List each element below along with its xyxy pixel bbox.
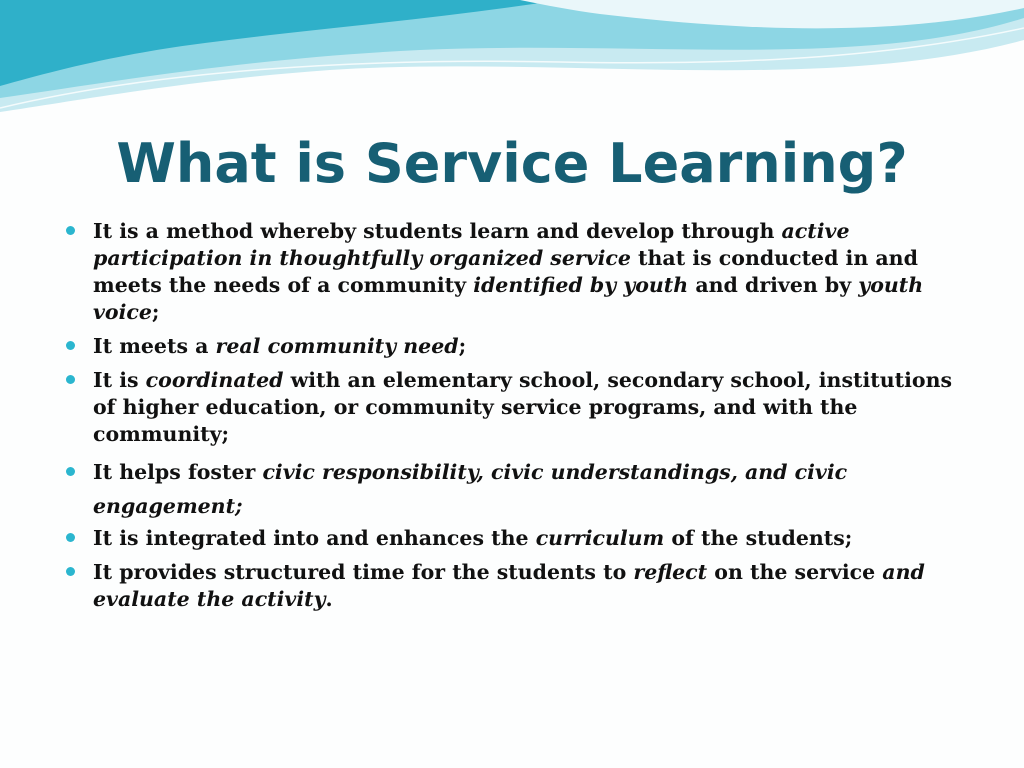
bullet-text-run: with an elementary school, secondary school, institutions of higher education, or community service programs, and with the community; <box>93 368 953 446</box>
bullet-item-civic <box>60 455 980 523</box>
bullet-text <box>93 334 466 358</box>
bullet-text <box>93 368 952 446</box>
bullet-item-community-need <box>60 333 980 360</box>
bullet-text-run: It meets a <box>93 334 216 358</box>
bullet-text-run: . <box>325 587 333 611</box>
bullet-text <box>93 219 923 324</box>
bullet-dot-icon <box>66 341 75 350</box>
bullet-text-emphasis: reflect <box>633 560 708 584</box>
bullet-dot-icon <box>66 567 75 576</box>
slide-title: What is Service Learning? <box>116 132 908 195</box>
bullet-text-emphasis: and evaluate the activity <box>93 560 925 611</box>
bullet-text-run: ; <box>458 334 467 358</box>
bullet-text-emphasis: coordinated <box>145 368 284 392</box>
bullet-text-run: It is integrated into and enhances the <box>93 526 536 550</box>
bullet-dot-icon <box>66 226 75 235</box>
wave-header-decoration <box>0 0 1024 130</box>
bullet-text-run: It is a method whereby students learn and develop through <box>93 219 782 243</box>
bullet-text-run: of the students; <box>664 526 853 550</box>
bullet-text-run: It provides structured time for the students to <box>93 560 634 584</box>
bullet-text-run: on the service <box>707 560 883 584</box>
bullet-dot-icon <box>66 467 75 476</box>
bullet-text-run: It is <box>93 368 146 392</box>
bullet-item-reflect <box>60 559 980 613</box>
bullet-text-emphasis: identified by youth <box>473 273 689 297</box>
bullet-text <box>93 460 847 518</box>
bullet-text-emphasis: curriculum <box>535 526 665 550</box>
bullet-text-emphasis: youth voice <box>93 273 924 324</box>
bullet-text-run: that is conducted in and meets the needs of a community <box>93 246 918 297</box>
bullet-dot-icon <box>66 375 75 384</box>
bullet-item-method <box>60 218 980 326</box>
bullet-text-run: and driven by <box>688 273 859 297</box>
bullet-text-emphasis: real community need <box>215 334 459 358</box>
bullet-text-run: ; <box>151 300 160 324</box>
bullet-dot-icon <box>66 533 75 542</box>
bullet-text <box>93 526 852 550</box>
bullet-item-curriculum <box>60 525 980 552</box>
bullet-text <box>93 560 925 611</box>
bullet-text-emphasis: civic responsibility, civic understandings, and civic engagement; <box>93 460 848 518</box>
bullet-item-coordinated <box>60 367 980 448</box>
bullet-list <box>60 218 980 620</box>
bullet-text-emphasis: active participation in thoughtfully organized service <box>93 219 850 270</box>
bullet-text-run: It helps foster <box>93 460 263 484</box>
